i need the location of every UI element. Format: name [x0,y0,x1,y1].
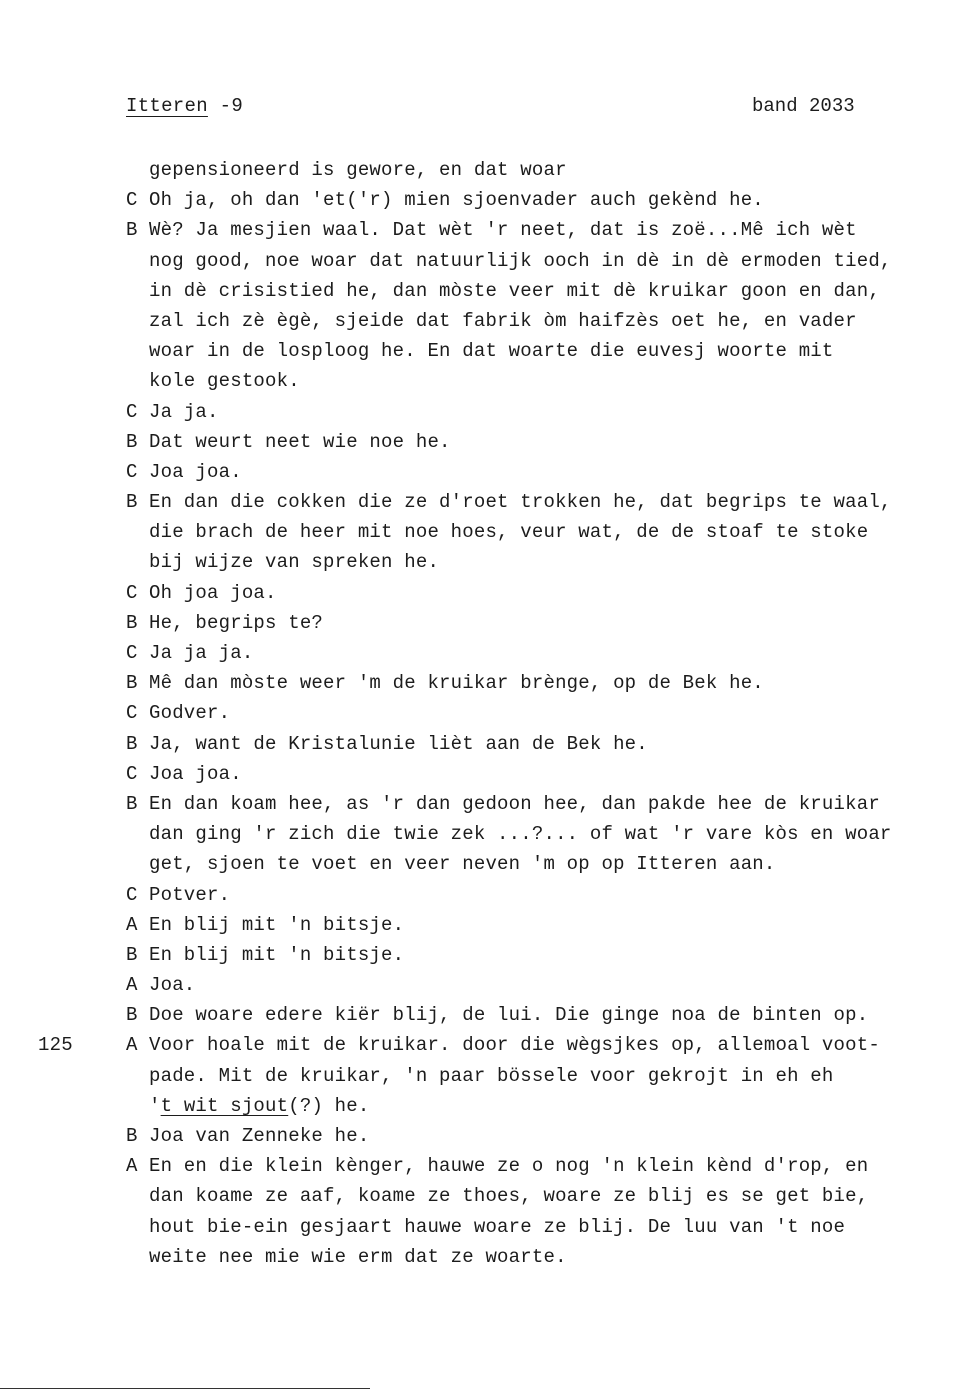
transcript [38,155,946,1272]
utterance-text [149,1061,834,1091]
utterance-text [149,638,253,668]
utterance-text [149,487,892,517]
utterance-segment: nog good, noe woar dat natuurlijk ooch in dè in dè ermoden tied, [149,249,892,272]
transcript-line [126,547,946,577]
transcript-line [126,336,946,366]
utterance-segment: Mê dan mòste weer 'm de kruikar brènge, op de Bek he. [149,672,764,695]
utterance-text [149,366,300,396]
utterance-segment: Voor hoale mit de kruikar. door die wègsjkes op, allemoal voot- [149,1034,880,1057]
utterance-segment: En blij mit 'n bitsje. [149,943,405,966]
speaker-label: A [126,1034,138,1057]
speaker-label: C [126,642,138,664]
speaker-label: A [126,974,138,997]
speaker-label: B [126,219,138,242]
speaker-label: C [126,189,138,212]
speaker-label: B [126,672,138,695]
utterance-text [149,215,857,245]
utterance-text [149,155,567,185]
utterance-segment: Potver. [149,883,231,906]
utterance-segment: woar in de losploog he. En dat woarte die euvesj woorte mit [149,340,834,363]
transcript-line [126,185,946,215]
utterance-text [149,1181,868,1211]
transcript-line [126,1242,946,1272]
speaker-label: C [126,762,138,785]
utterance-text [149,729,648,759]
transcript-line [126,487,946,517]
speaker-label: B [126,1125,138,1147]
utterance-segment: ' [149,1094,161,1117]
utterance-segment: bij wijze van spreken he. [149,551,440,574]
utterance-text [149,276,880,306]
speaker-label: C [126,702,138,725]
utterance-text [149,970,195,1000]
page-number: -9 [207,95,244,117]
speaker-label: B [126,943,138,966]
transcript-line [126,578,946,608]
speaker-label: B [126,611,138,634]
utterance-text [149,397,219,427]
utterance-segment: He, begrips te? [149,611,324,634]
utterance-text [149,668,764,698]
transcript-line [126,940,946,970]
transcript-line [126,366,946,396]
utterance-segment: En dan koam hee, as 'r dan gedoon hee, dan pakde hee de kruikar [149,792,880,815]
transcript-line [126,638,946,668]
utterance-text [149,789,880,819]
transcript-line [126,910,946,940]
transcript-line [126,306,946,336]
utterance-text [149,306,857,336]
transcript-line [126,668,946,698]
transcript-line [126,215,946,245]
utterance-segment: hout bie-ein gesjaart hauwe woare ze blij. De luu van 't noe [149,1215,846,1238]
utterance-text [149,185,764,215]
place-name: Itteren [126,95,208,117]
transcript-line [38,1030,946,1060]
utterance-text [149,246,892,276]
speaker-label: B [126,430,138,453]
utterance-segment: kole gestook. [149,370,300,393]
utterance-segment: zal ich zè ègè, sjeide dat fabrik òm haifzès oet he, en vader [149,309,857,332]
utterance-text [149,880,230,910]
utterance-segment: dan koame ze aaf, koame ze thoes, woare ze blij es se get bie, [149,1185,869,1208]
utterance-text [149,1091,369,1121]
transcript-line [126,608,946,638]
transcript-line [126,789,946,819]
speaker-label: A [126,1155,138,1178]
transcript-line [126,155,946,185]
utterance-text [149,517,868,547]
utterance-text [149,849,776,879]
footer-rule [0,1388,370,1389]
speaker-label: B [126,491,138,514]
utterance-segment: in dè crisistied he, dan mòste veer mit dè kruikar goon en dan, [149,279,880,302]
utterance-segment: Ja ja. [149,400,219,423]
utterance-text [149,427,451,457]
utterance-segment: Doe woare edere kiër blij, de lui. Die ginge noa de binten op. [149,1004,869,1027]
speaker-label: C [126,883,138,906]
transcript-line [126,276,946,306]
transcript-line [126,819,946,849]
utterance-segment: gepensioneerd is gewore, en dat woar [149,159,567,181]
utterance-text [149,759,242,789]
utterance-segment: dan ging 'r zich die twie zek ...?... of wat 'r vare kòs en woar [149,823,892,846]
transcript-line [126,397,946,427]
transcript-line [126,759,946,789]
transcript-line [126,1212,946,1242]
utterance-segment: Wè? Ja mesjien waal. Dat wèt 'r neet, dat is zoë...Mê ich wèt [149,219,857,242]
utterance-segment: Oh ja, oh dan 'et('r) mien sjoenvader auch gekènd he. [149,189,764,212]
utterance-segment: Joa joa. [149,762,242,785]
transcript-line [126,729,946,759]
utterance-segment: Ja, want de Kristalunie lièt aan de Bek he. [149,732,648,755]
utterance-text [149,910,404,940]
utterance-text [149,1030,880,1060]
utterance-segment: En en die klein kènger, hauwe ze o nog 'n klein kènd d'rop, en [149,1155,869,1178]
utterance-text [149,1121,369,1151]
transcript-line [126,880,946,910]
speaker-label: B [126,792,138,815]
utterance-text [149,336,834,366]
transcript-line [126,1061,946,1091]
utterance-segment: pade. Mit de kruikar, 'n paar bössele voor gekrojt in eh eh [149,1064,834,1087]
transcript-line [126,1091,946,1121]
utterance-segment: (?) he. [288,1094,370,1117]
utterance-segment: Joa van Zenneke he. [149,1125,370,1147]
line-number: 125 [38,1034,73,1057]
speaker-label: A [126,913,138,936]
transcript-line [126,1121,946,1151]
transcript-line [126,849,946,879]
page-header-left [126,95,243,117]
speaker-label: B [126,732,138,755]
utterance-text [149,457,242,487]
transcript-line [126,1151,946,1181]
transcript-line [126,1000,946,1030]
utterance-text [149,698,230,728]
utterance-text [149,547,439,577]
utterance-text [149,940,404,970]
transcript-line [126,698,946,728]
tape-number: band 2033 [752,95,855,117]
speaker-label: C [126,460,138,483]
transcript-line [126,1181,946,1211]
utterance-segment: get, sjoen te voet en veer neven 'm op op Itteren aan. [149,853,776,876]
utterance-segment: weite nee mie wie erm dat ze woarte. [149,1245,567,1268]
utterance-text [149,1151,868,1181]
utterance-text [149,608,323,638]
utterance-segment: En blij mit 'n bitsje. [149,913,405,936]
utterance-segment: die brach de heer mit noe hoes, veur wat, de de stoaf te stoke [149,521,869,544]
utterance-segment: Oh joa joa. [149,581,277,604]
underlined-segment: t wit sjout [160,1094,289,1117]
transcript-line [126,517,946,547]
speaker-label: C [126,581,138,604]
utterance-text [149,1212,845,1242]
utterance-text [149,819,892,849]
utterance-segment: Ja ja ja. [149,642,254,664]
transcript-line [126,457,946,487]
utterance-segment: Dat weurt neet wie noe he. [149,430,451,453]
transcript-line [126,970,946,1000]
utterance-text [149,1000,868,1030]
utterance-segment: Godver. [149,702,231,725]
speaker-label: B [126,1004,138,1027]
utterance-segment: En dan die cokken die ze d'roet trokken he, dat begrips te waal, [149,491,892,514]
utterance-segment: Joa joa. [149,460,242,483]
speaker-label: C [126,400,138,423]
utterance-text [149,578,277,608]
utterance-segment: Joa. [149,974,196,997]
transcript-line [126,427,946,457]
utterance-text [149,1242,567,1272]
transcript-line [126,246,946,276]
